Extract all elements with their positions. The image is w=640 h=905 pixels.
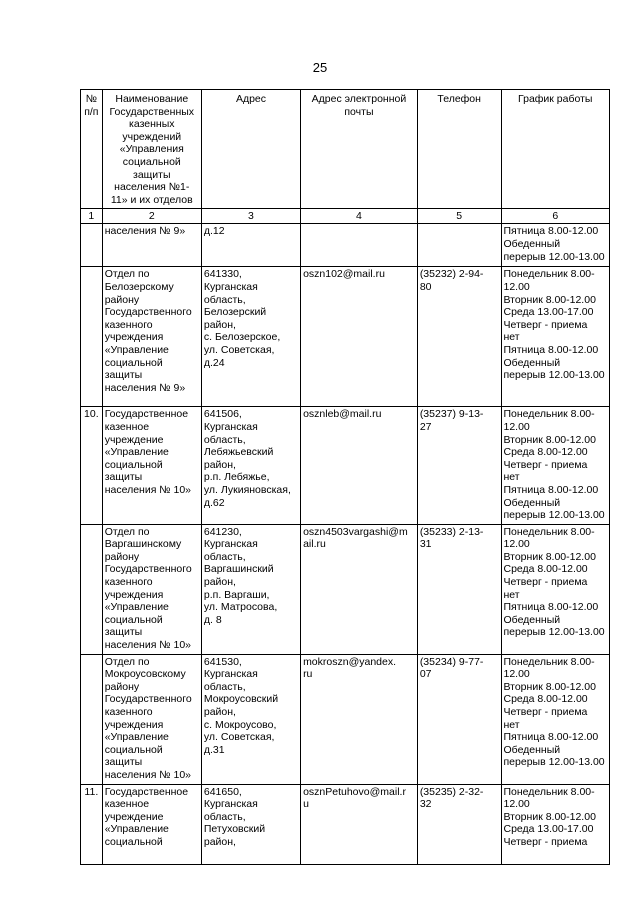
cell-line: нет <box>503 718 520 731</box>
cell-line: 80 <box>419 280 432 293</box>
cell-line: Наименование <box>115 93 189 105</box>
table-row <box>81 267 610 407</box>
cell-schedule <box>501 784 610 864</box>
cell-line: Обеденный <box>503 743 561 756</box>
cell-line <box>83 526 100 539</box>
cell-line: д.62 <box>203 496 225 509</box>
cell-line: учреждения <box>104 718 164 731</box>
cell-line: 12.00 <box>503 538 530 551</box>
cell-line: Среда 8.00-12.00 <box>503 446 588 459</box>
cell-address <box>201 524 300 654</box>
cell-line: Государственное <box>104 408 189 421</box>
cell-line: 11. <box>84 785 99 798</box>
cell-line: «Управление <box>104 601 169 614</box>
cell-line: район, <box>203 458 236 471</box>
cell-line: район, <box>203 706 236 719</box>
table-row <box>81 224 610 267</box>
cell-line: Четверг - приема <box>503 318 588 331</box>
cell-num <box>81 267 103 407</box>
cell-line: «Управление <box>104 446 169 459</box>
cell-line: 12.00 <box>503 420 530 433</box>
cell-line: социальной <box>104 743 163 756</box>
cell-line: перерыв 12.00-13.00 <box>503 250 605 263</box>
cell-line: «Управление <box>104 823 169 836</box>
cell-line: район, <box>203 576 236 589</box>
cell-line: Обеденный <box>503 496 561 509</box>
cell-line: Телефон <box>437 93 481 105</box>
cell-line: перерыв 12.00-13.00 <box>503 509 605 522</box>
cell-line: 641330, <box>203 268 242 281</box>
cell-line: населения № 10» <box>104 769 191 782</box>
table-row <box>81 784 610 864</box>
table-header-row <box>81 90 610 209</box>
cell-line: перерыв 12.00-13.00 <box>503 626 605 639</box>
cell-line: населения № 9» <box>104 225 186 238</box>
cell-address <box>201 407 300 524</box>
cell-line: Четверг - приема <box>503 576 588 589</box>
cell-line: социальной <box>104 458 163 471</box>
cell-line: Понедельник 8.00- <box>503 408 595 421</box>
cell-line: 31 <box>419 538 432 551</box>
cell-phone <box>417 224 501 267</box>
cell-line: Курганская <box>203 668 258 681</box>
column-number: 2 <box>102 209 201 224</box>
cell-line: Обеденный <box>503 613 561 626</box>
cell-line: Четверг - приема <box>503 706 588 719</box>
cell-line: Адрес электронной <box>311 93 407 105</box>
cell-line: область, <box>203 433 246 446</box>
cell-line: Адрес <box>235 93 266 105</box>
cell-line: (35237) 9-13- <box>419 408 484 421</box>
cell-address <box>201 224 300 267</box>
cell-line: населения № 10» <box>104 639 191 652</box>
cell-line: 27 <box>419 420 432 433</box>
cell-line: почты <box>344 105 374 118</box>
cell-line: Белозерский <box>203 306 267 319</box>
cell-line: Пятница 8.00-12.00 <box>503 343 599 356</box>
cell-line: Пятница 8.00-12.00 <box>503 483 599 496</box>
cell-line: казенного <box>104 576 153 589</box>
cell-address <box>201 654 300 784</box>
cell-address <box>201 784 300 864</box>
cell-line: Обеденный <box>503 237 561 250</box>
cell-line: «Управление <box>104 731 169 744</box>
cell-line: (35232) 2-94- <box>419 268 484 281</box>
cell-line <box>420 225 499 238</box>
cell-phone <box>417 654 501 784</box>
cell-line: социальной <box>104 356 163 369</box>
cell-line: 11» и их отделов <box>110 193 193 206</box>
cell-line: защиты <box>104 626 143 639</box>
cell-email[interactable] <box>301 407 418 524</box>
cell-email[interactable] <box>301 524 418 654</box>
cell-email[interactable] <box>301 784 418 864</box>
cell-line: «Управление <box>104 343 169 356</box>
cell-line: Мокроусовский <box>203 693 279 706</box>
cell-line: 12.00 <box>503 668 530 681</box>
cell-line: Среда 8.00-12.00 <box>503 563 588 576</box>
cell-line: нет <box>503 331 520 344</box>
cell-line: д.31 <box>203 743 225 756</box>
cell-line: ail.ru <box>303 538 326 551</box>
header-cell <box>501 90 610 209</box>
cell-line: Мокроусовскому <box>104 668 186 681</box>
cell-line: Государственного <box>104 693 192 706</box>
institutions-table <box>80 89 610 865</box>
cell-line: защиты <box>104 471 143 484</box>
cell-line: учреждения <box>104 331 164 344</box>
cell-num <box>81 224 103 267</box>
cell-name <box>102 654 201 784</box>
cell-line: Государственного <box>104 306 192 319</box>
cell-line: Четверг - приема <box>503 458 588 471</box>
cell-line: перерыв 12.00-13.00 <box>503 756 605 769</box>
cell-line: Вторник 8.00-12.00 <box>503 433 596 446</box>
cell-line: ул. Матросова, <box>203 601 278 614</box>
column-number: 5 <box>417 209 501 224</box>
cell-line: 10. <box>84 408 99 421</box>
cell-line: Государственного <box>104 563 192 576</box>
cell-line: область, <box>203 293 246 306</box>
cell-line: защиты <box>133 168 171 181</box>
cell-line: Лебяжьевский <box>203 446 274 459</box>
cell-line: 32 <box>419 798 432 811</box>
column-number: 4 <box>301 209 418 224</box>
cell-line: учреждений <box>122 130 182 143</box>
cell-line: 641230, <box>203 525 242 538</box>
cell-line: Отдел по <box>104 525 150 538</box>
cell-line: Курганская <box>203 420 258 433</box>
cell-line: р.п. Лебяжье, <box>203 471 270 484</box>
cell-schedule <box>501 654 610 784</box>
cell-line: Белозерскому <box>104 280 174 293</box>
header-cell <box>102 90 201 209</box>
table-row <box>81 654 610 784</box>
header-cell <box>301 90 418 209</box>
cell-phone <box>417 784 501 864</box>
table-row <box>81 407 610 524</box>
cell-line: д. 8 <box>203 613 222 626</box>
cell-line: Отдел по <box>104 268 150 281</box>
cell-line: u <box>303 798 309 811</box>
cell-num <box>81 407 103 524</box>
cell-line: району <box>104 550 140 563</box>
cell-line: mokroszn@yandex. <box>303 655 397 668</box>
cell-line: защиты <box>104 369 143 382</box>
cell-line: График работы <box>518 93 593 105</box>
cell-line: Четверг - приема <box>503 836 588 849</box>
cell-line: Пятница 8.00-12.00 <box>503 731 599 744</box>
cell-line: oszn4503vargashi@m <box>303 525 408 538</box>
cell-line: району <box>104 680 140 693</box>
cell-line: перерыв 12.00-13.00 <box>503 369 605 382</box>
cell-line: д.24 <box>203 356 225 369</box>
page-number: 25 <box>312 60 328 75</box>
cell-line: социальной <box>104 836 163 849</box>
cell-line: № <box>85 93 97 105</box>
cell-line: Курганская <box>203 280 258 293</box>
cell-line: «Управления <box>119 143 184 156</box>
cell-line: ru <box>303 668 313 681</box>
cell-name <box>102 524 201 654</box>
cell-line: казенное <box>104 798 150 811</box>
cell-line: 12.00 <box>503 798 530 811</box>
cell-line: oszn102@mail.ru <box>303 268 385 281</box>
cell-line: Понедельник 8.00- <box>503 268 595 281</box>
cell-line: 641506, <box>203 408 242 421</box>
cell-line: нет <box>503 588 520 601</box>
table-body <box>81 224 610 864</box>
cell-line: Курганская <box>203 798 258 811</box>
cell-line: 641650, <box>203 785 242 798</box>
cell-line: социальной <box>104 613 163 626</box>
cell-line: Среда 8.00-12.00 <box>503 693 588 706</box>
cell-line: Обеденный <box>503 356 561 369</box>
cell-line: Среда 13.00-17.00 <box>503 823 594 836</box>
cell-line: (35233) 2-13- <box>419 525 484 538</box>
cell-line: казенное <box>104 420 150 433</box>
cell-line: ул. Лукияновская, <box>203 483 291 496</box>
cell-num <box>81 524 103 654</box>
cell-line: казенного <box>104 706 153 719</box>
cell-line: Курганская <box>203 538 258 551</box>
cell-line: Государственных <box>109 105 195 118</box>
cell-line <box>83 268 100 281</box>
cell-num <box>81 654 103 784</box>
cell-line: населения №1- <box>114 181 190 194</box>
cell-line: казенных <box>129 118 175 131</box>
cell-schedule <box>501 267 610 407</box>
header-cell <box>201 90 300 209</box>
cell-phone <box>417 407 501 524</box>
cell-name <box>102 407 201 524</box>
cell-line: Понедельник 8.00- <box>503 785 595 798</box>
cell-line: Понедельник 8.00- <box>503 525 595 538</box>
cell-line: (35235) 2-32- <box>419 785 484 798</box>
cell-line: ул. Советская, <box>203 731 275 744</box>
cell-line: область, <box>203 680 246 693</box>
cell-line: казенного <box>104 318 153 331</box>
cell-line: Отдел по <box>104 655 150 668</box>
cell-line: Вторник 8.00-12.00 <box>503 810 596 823</box>
cell-line: область, <box>203 550 246 563</box>
cell-line: Варгашинский <box>203 563 274 576</box>
cell-line <box>83 225 100 238</box>
cell-line: область, <box>203 810 246 823</box>
cell-line: Вторник 8.00-12.00 <box>503 680 596 693</box>
cell-line: с. Белозерское, <box>203 331 281 344</box>
cell-line: Государственное <box>104 785 189 798</box>
cell-line: Понедельник 8.00- <box>503 655 595 668</box>
cell-email[interactable] <box>301 267 418 407</box>
cell-line: Варгашинскому <box>104 538 182 551</box>
column-number: 1 <box>81 209 103 224</box>
cell-line: населения № 9» <box>104 381 186 394</box>
column-number: 6 <box>501 209 610 224</box>
cell-line: Петуховский <box>203 823 266 836</box>
cell-line: Вторник 8.00-12.00 <box>503 293 596 306</box>
cell-line: п/п <box>84 105 99 118</box>
cell-line: району <box>104 293 140 306</box>
cell-line <box>303 225 415 238</box>
cell-line: (35234) 9-77- <box>419 655 484 668</box>
cell-num <box>81 784 103 864</box>
cell-phone <box>417 267 501 407</box>
table-row <box>81 524 610 654</box>
cell-line: защиты <box>104 756 143 769</box>
cell-line: osznleb@mail.ru <box>303 408 382 421</box>
cell-email[interactable] <box>301 654 418 784</box>
cell-schedule <box>501 524 610 654</box>
column-number-row <box>81 209 610 224</box>
cell-line: ул. Советская, <box>203 343 275 356</box>
cell-name <box>102 784 201 864</box>
cell-line: д.12 <box>203 225 225 238</box>
cell-line: с. Мокроусово, <box>203 718 277 731</box>
cell-line: район, <box>203 836 236 849</box>
cell-line: Пятница 8.00-12.00 <box>503 225 599 238</box>
cell-line: Среда 13.00-17.00 <box>503 306 594 319</box>
cell-line: osznPetuhovo@mail.r <box>303 785 406 798</box>
cell-line: р.п. Варгаши, <box>203 588 270 601</box>
cell-line <box>83 656 100 669</box>
cell-email[interactable] <box>301 224 418 267</box>
cell-line: 641530, <box>203 655 242 668</box>
header-cell <box>417 90 501 209</box>
cell-line: населения № 10» <box>104 483 191 496</box>
cell-schedule <box>501 407 610 524</box>
cell-line: 07 <box>419 668 432 681</box>
header-cell <box>81 90 103 209</box>
cell-line: Пятница 8.00-12.00 <box>503 601 599 614</box>
cell-line: учреждение <box>104 433 164 446</box>
cell-line: район, <box>203 318 236 331</box>
cell-line: учреждение <box>104 810 164 823</box>
cell-schedule <box>501 224 610 267</box>
cell-line: социальной <box>122 155 181 168</box>
cell-address <box>201 267 300 407</box>
cell-line: учреждения <box>104 588 164 601</box>
cell-name <box>102 267 201 407</box>
column-number: 3 <box>201 209 300 224</box>
cell-name <box>102 224 201 267</box>
cell-line: 12.00 <box>503 280 530 293</box>
cell-line: Вторник 8.00-12.00 <box>503 550 596 563</box>
cell-line: нет <box>503 471 520 484</box>
cell-phone <box>417 524 501 654</box>
